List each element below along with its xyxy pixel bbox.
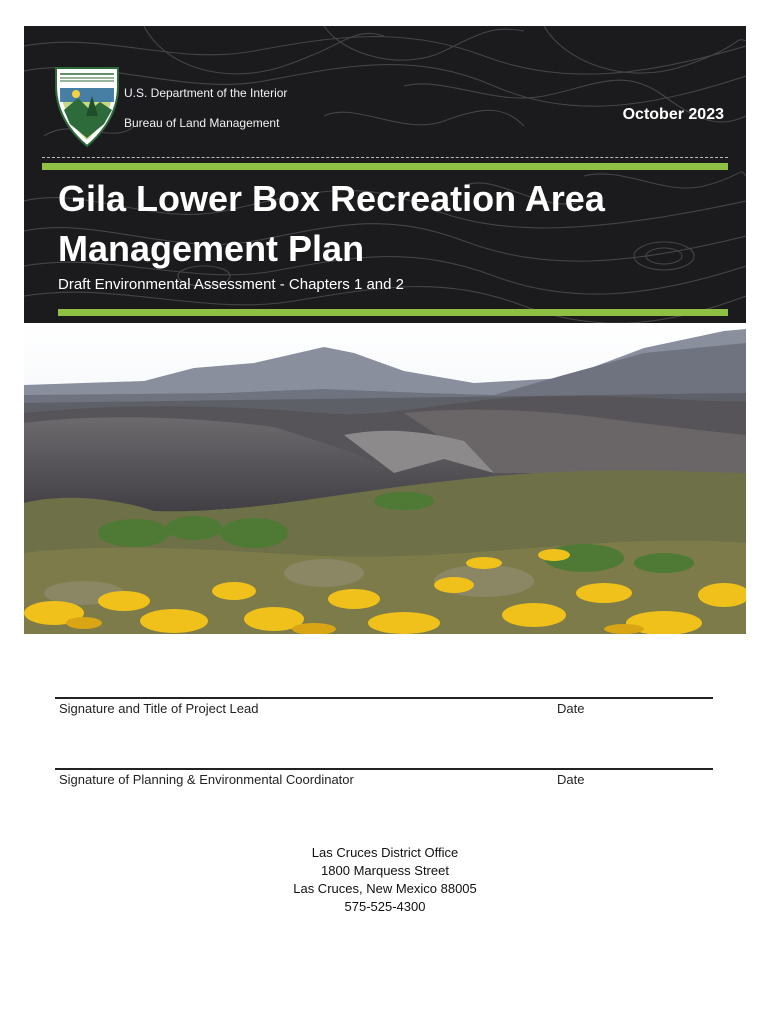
publication-date: October 2023 — [622, 106, 724, 123]
document-title: Gila Lower Box Recreation Area Management Plan — [58, 178, 605, 269]
cover-header — [24, 26, 746, 323]
divider-dashed — [42, 157, 728, 158]
office-address — [0, 844, 770, 916]
accent-bar-top — [42, 163, 728, 170]
address-office: Las Cruces District Office — [311, 845, 459, 860]
agency-bureau: Bureau of Land Management — [124, 116, 280, 130]
address-city: Las Cruces, New Mexico 88005 — [293, 881, 477, 896]
signature-line-coordinator — [55, 768, 713, 770]
signature-label-coordinator: Signature of Planning & Environmental Coordinator — [59, 772, 354, 787]
document-subtitle: Draft Environmental Assessment - Chapters 1 and 2 — [58, 276, 404, 293]
canyon-landscape-photo — [24, 323, 746, 634]
address-phone: 575-525-4300 — [344, 899, 426, 914]
accent-bar-bottom — [58, 309, 728, 316]
signature-label-project-lead: Signature and Title of Project Lead — [59, 701, 259, 716]
signature-line-project-lead — [55, 697, 713, 699]
address-street: 1800 Marquess Street — [321, 863, 449, 878]
blm-shield-logo — [54, 66, 120, 148]
date-label-coordinator: Date — [557, 772, 585, 787]
agency-department: U.S. Department of the Interior — [124, 86, 288, 100]
date-label-project-lead: Date — [557, 701, 585, 716]
